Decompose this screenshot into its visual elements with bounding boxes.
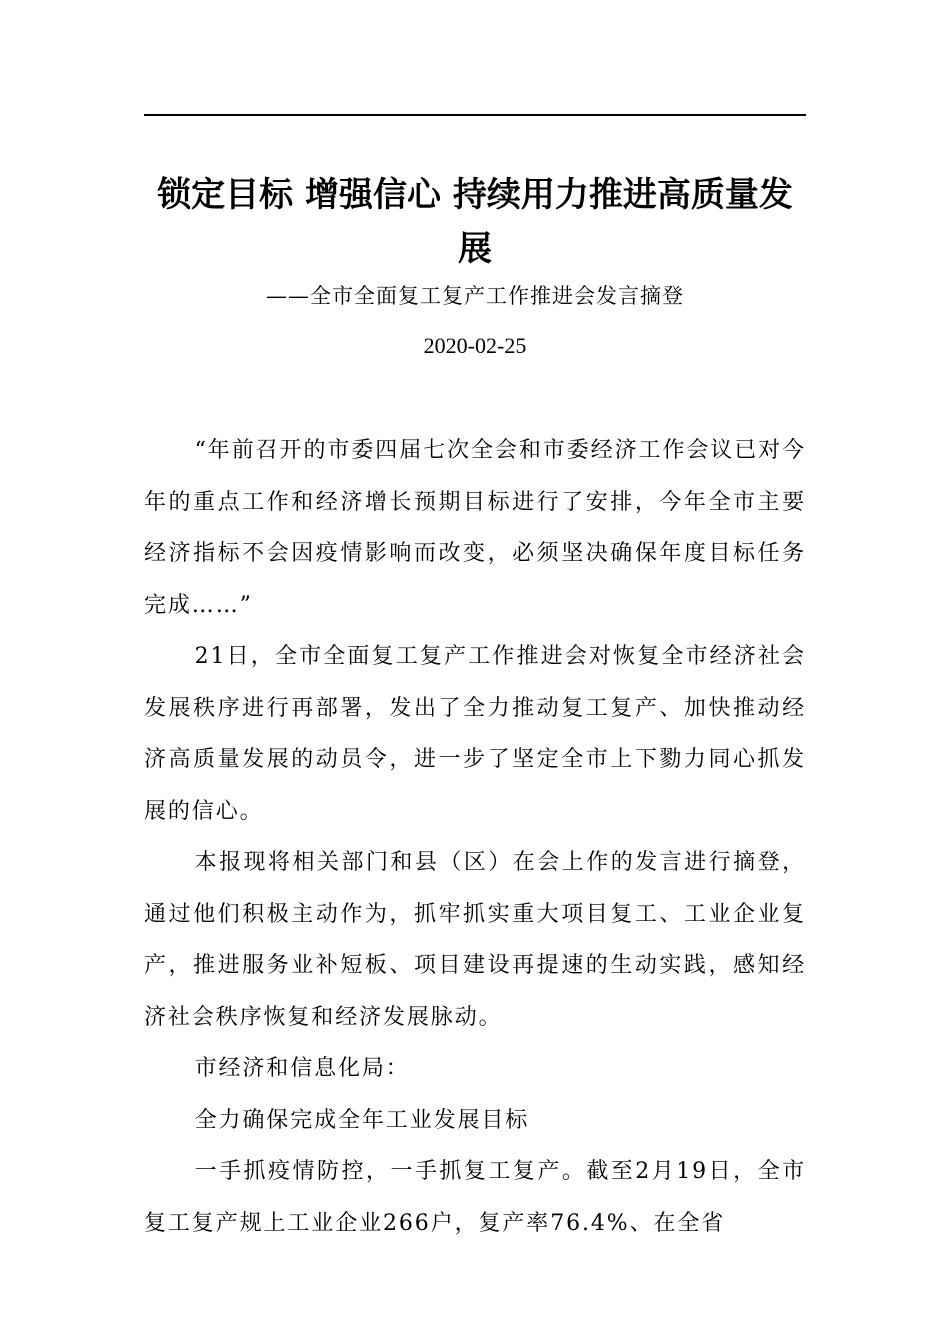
article-title: 锁定目标 增强信心 持续用力推进高质量发展 (157, 175, 793, 269)
section-heading: 全力确保完成全年工业发展目标 (194, 1107, 530, 1133)
paragraph-meeting: 21日，全市全面复工复产工作推进会对恢复全市经济社会发展秩序进行再部署，发出了全力推动复工复产、加快推动经济高质量发展的动员令，进一步了坚定全市上下勠力同心抓发展的信心。 (144, 644, 806, 824)
section-speaker: 市经济和信息化局： (194, 1056, 410, 1081)
paragraph-stats: 一手抓疫情防控，一手抓复工复产。截至2月19日，全市复工复产规上工业企业266户，复产率76.4%、在全省 (144, 1159, 806, 1236)
paragraph-quote: “年前召开的市委四届七次全会和市委经济工作会议已对今年的重点工作和经济增长预期目标进行了安排，今年全市主要经济指标不会因疫情影响而改变，必须坚决确保年度目标任务完成……” (144, 438, 806, 618)
header-rule (144, 114, 806, 116)
paragraph-intro: 本报现将相关部门和县（区）在会上作的发言进行摘登，通过他们积极主动作为，抓牢抓实重大项目复工、工业企业复产，推进服务业补短板、项目建设再提速的生动实践，感知经济社会秩序恢复和经济发展脉动。 (144, 850, 806, 1030)
article-body (144, 425, 806, 1249)
article-date: 2020-02-25 (423, 333, 527, 358)
article-subtitle: ——全市全面复工复产工作推进会发言摘登 (266, 284, 684, 308)
